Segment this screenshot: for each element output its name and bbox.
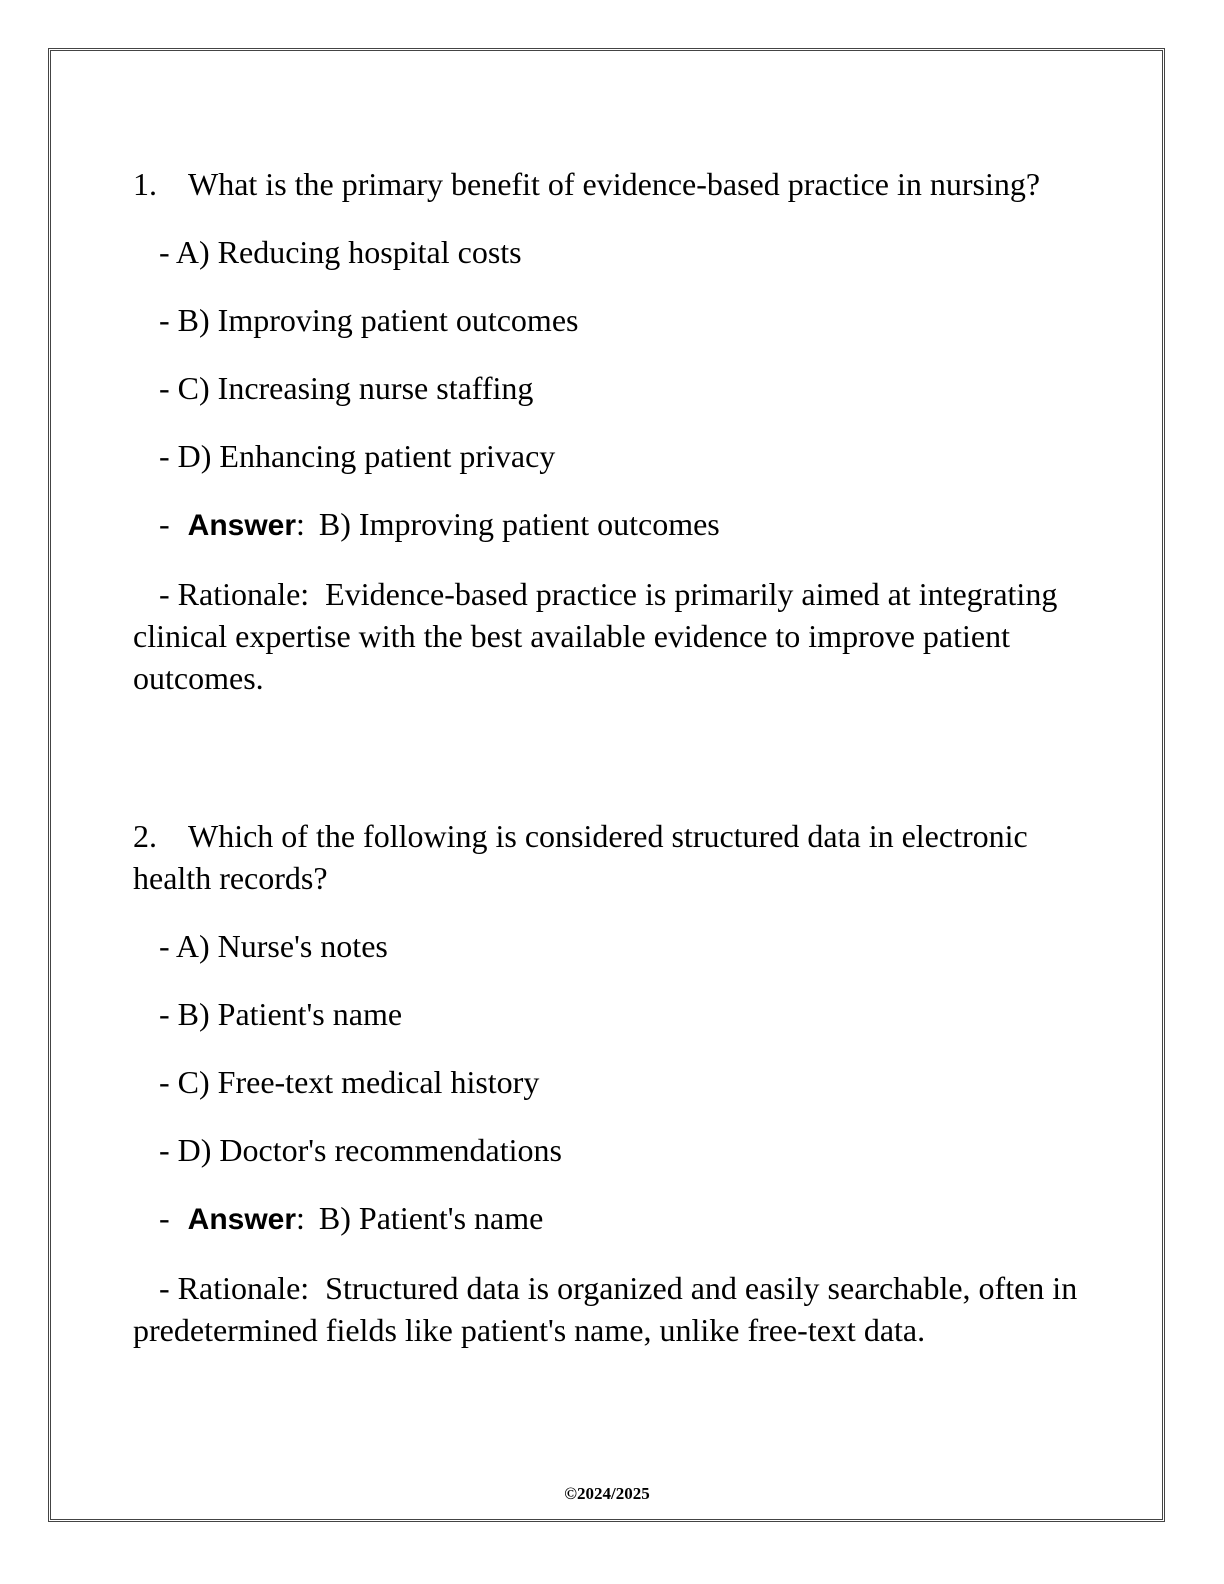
rationale-label: - Rationale: [159, 1270, 310, 1306]
answer-line [133, 503, 1083, 547]
answer-text: B) Improving patient outcomes [318, 506, 720, 542]
copyright-footer: ©2024/2025 [564, 1484, 650, 1503]
answer-colon: : [296, 1200, 305, 1236]
question-text: What is the primary benefit of evidence-based practice in nursing? [188, 166, 1041, 202]
question-1 [133, 163, 1083, 205]
option-c: - C) Increasing nurse staffing [159, 370, 534, 406]
rationale [133, 573, 1083, 699]
question-block-1 [133, 163, 1083, 699]
rationale [133, 1267, 1083, 1351]
questions-container [133, 163, 1083, 1351]
option-b: - B) Patient's name [159, 996, 403, 1032]
answer-label: Answer [187, 1203, 297, 1236]
option-c: - C) Free-text medical history [159, 1064, 540, 1100]
answer-colon: : [296, 506, 305, 542]
rationale-text: Structured data is organized and easily searchable, often in predetermined fields like patient's name, unlike free-text data. [133, 1270, 1078, 1348]
option-d: - D) Doctor's recommendations [159, 1132, 562, 1168]
question-number: 2. [133, 818, 157, 854]
option-b: - B) Improving patient outcomes [159, 302, 579, 338]
question-number: 1. [133, 166, 157, 202]
option-a: - A) Reducing hospital costs [159, 234, 522, 270]
rationale-text: Evidence-based practice is primarily aimed at integrating clinical expertise with the best available evidence to improve patient outcomes. [133, 576, 1058, 696]
answer-line [133, 1197, 1083, 1241]
answer-label: Answer [187, 509, 297, 542]
answer-dash: - [159, 1200, 170, 1236]
option-d: - D) Enhancing patient privacy [159, 438, 556, 474]
question-2 [133, 815, 1083, 899]
answer-text: B) Patient's name [318, 1200, 544, 1236]
question-text: Which of the following is considered structured data in electronic health records? [133, 818, 1028, 896]
question-block-2 [133, 815, 1083, 1351]
option-a: - A) Nurse's notes [159, 928, 388, 964]
answer-dash: - [159, 506, 170, 542]
rationale-label: - Rationale: [159, 576, 310, 612]
